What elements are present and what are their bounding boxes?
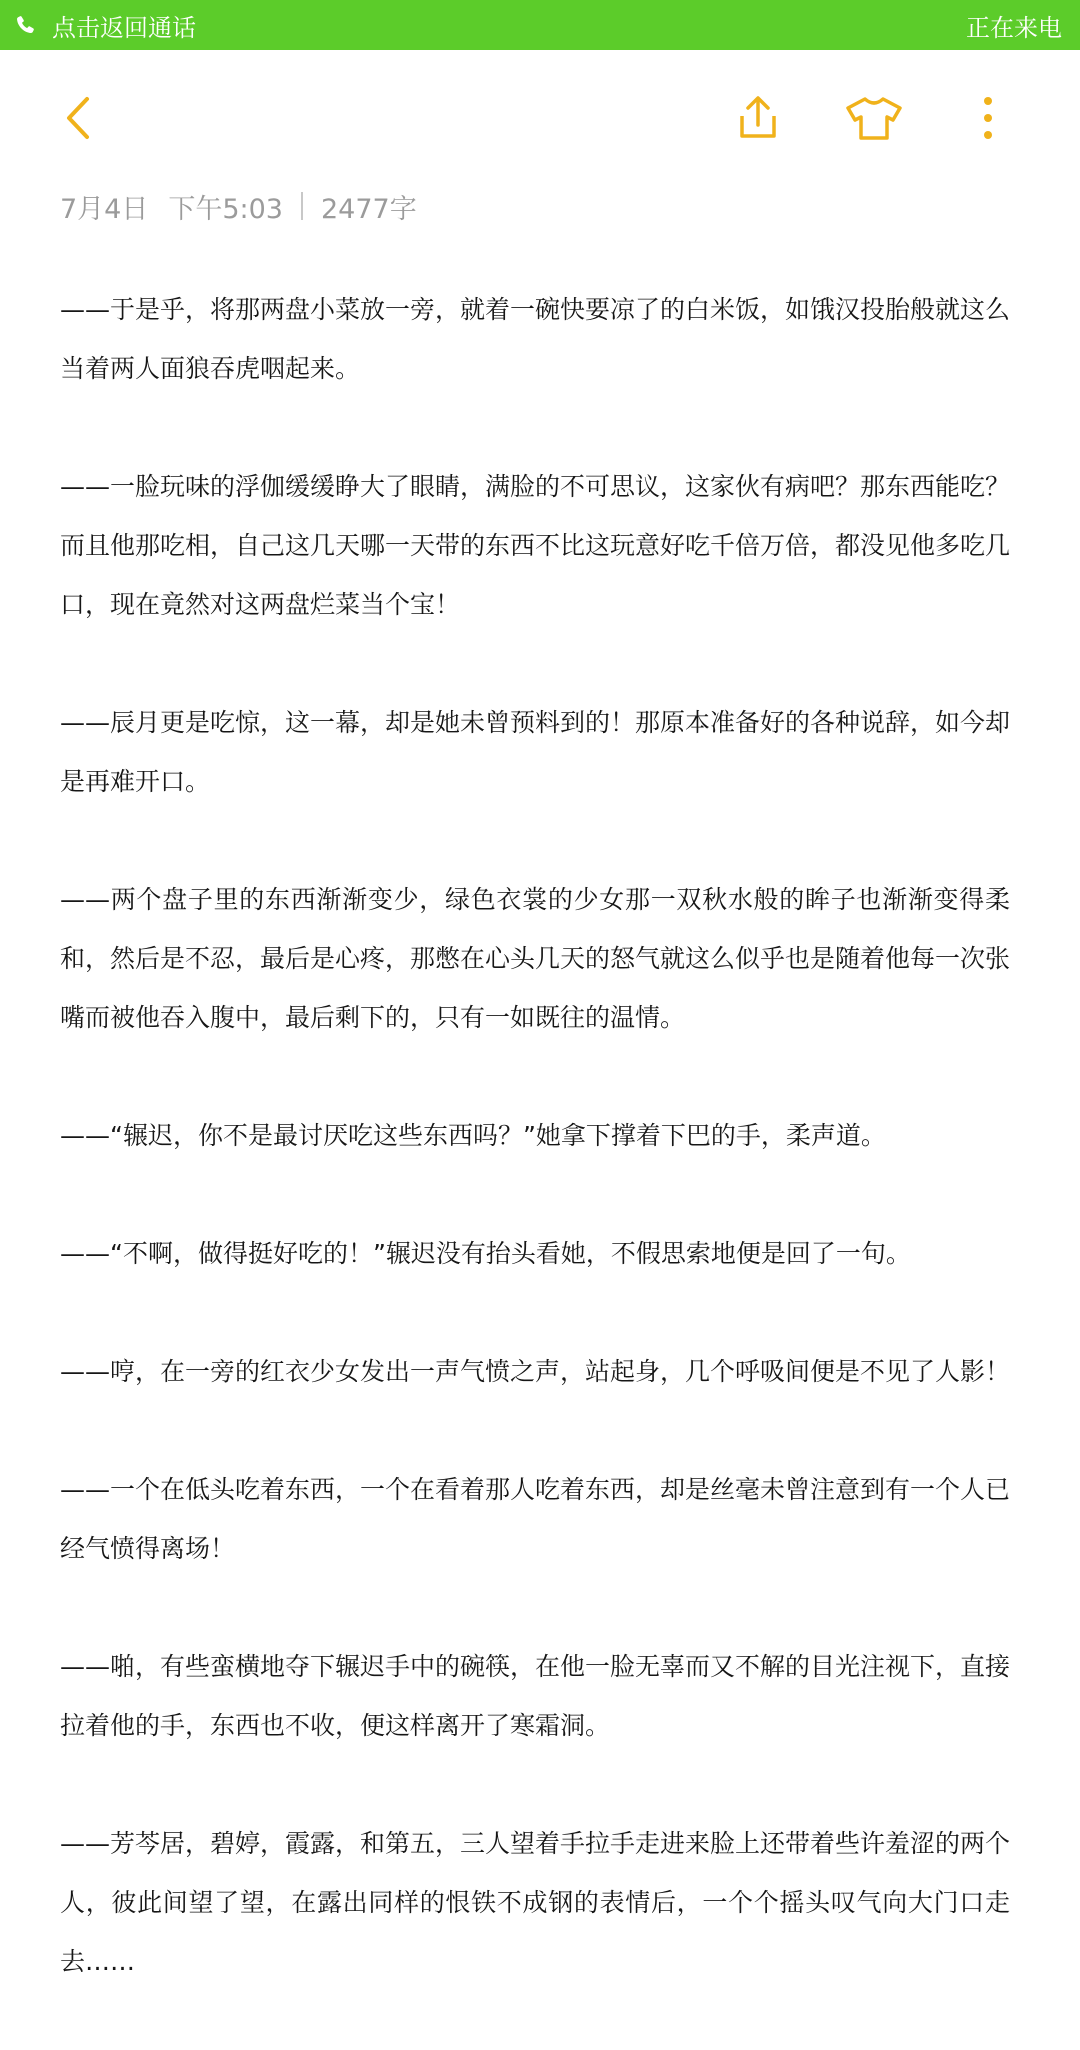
- note-toolbar: [0, 50, 1080, 186]
- paragraph: ——“辗迟，你不是最讨厌吃这些东西吗？”她拿下撑着下巴的手，柔声道。: [60, 1121, 886, 1150]
- share-button[interactable]: [728, 88, 788, 148]
- paragraph: ——两个盘子里的东西渐渐变少，绿色衣裳的少女那一双秋水般的眸子也渐渐变得柔和，然后是不忍，最后是心疼，那憋在心头几天的怒气就这么似乎也是随着他每一次张嘴而被他吞入腹中，最后剩下的，只有一如既往的温情。: [60, 885, 1011, 1032]
- paragraph: ——“不啊，做得挺好吃的！”辗迟没有抬头看她，不假思索地便是回了一句。: [60, 1239, 911, 1268]
- note-body[interactable]: [60, 280, 1010, 2050]
- theme-button[interactable]: [844, 88, 904, 148]
- return-to-call-group[interactable]: [14, 8, 196, 43]
- note-date: 7月4日: [60, 193, 149, 225]
- paragraph: ——一脸玩味的浮伽缓缓睁大了眼睛，满脸的不可思议，这家伙有病吧？那东西能吃？而且他那吃相，自己这几天哪一天带的东西不比这玩意好吃千倍万倍，都没见他多吃几口，现在竟然对这两盘烂菜当个宝！: [60, 472, 1011, 619]
- more-vertical-icon: [982, 95, 994, 141]
- note-time: 下午5:03: [168, 193, 283, 225]
- paragraph: ——啪，有些蛮横地夺下辗迟手中的碗筷，在他一脸无辜而又不解的目光注视下，直接拉着他的手，东西也不收，便这样离开了寒霜洞。: [60, 1652, 1011, 1740]
- return-to-call-bar[interactable]: [0, 0, 1080, 50]
- paragraph: ——芳芩居，碧婷，霞露，和第五，三人望着手拉手走进来脸上还带着些许羞涩的两个人，彼此间望了望，在露出同样的恨铁不成钢的表情后，一个个摇头叹气向大门口走去……: [60, 1829, 1011, 1976]
- paragraph: ——一个在低头吃着东西，一个在看着那人吃着东西，却是丝毫未曾注意到有一个人已经气愤得离场！: [60, 1475, 1011, 1563]
- meta-divider: [301, 192, 303, 220]
- phone-icon: [14, 12, 36, 38]
- back-button[interactable]: [48, 88, 108, 148]
- note-meta: [60, 186, 417, 226]
- paragraph: ——哼，在一旁的红衣少女发出一声气愤之声，站起身，几个呼吸间便是不见了人影！: [60, 1357, 1011, 1386]
- share-icon: [734, 94, 782, 142]
- back-arrow-icon: [61, 93, 95, 143]
- incoming-call-status: 正在来电: [966, 13, 1062, 42]
- shirt-theme-icon: [845, 94, 903, 142]
- paragraph: ——辰月更是吃惊，这一幕，却是她未曾预料到的！那原本准备好的各种说辞，如今却是再难开口。: [60, 708, 1011, 796]
- word-count: 2477字: [321, 193, 417, 225]
- return-to-call-label: 点击返回通话: [52, 13, 196, 42]
- more-options-button[interactable]: [958, 88, 1018, 148]
- paragraph: ——于是乎，将那两盘小菜放一旁，就着一碗快要凉了的白米饭，如饿汉投胎般就这么当着两人面狼吞虎咽起来。: [60, 295, 1011, 383]
